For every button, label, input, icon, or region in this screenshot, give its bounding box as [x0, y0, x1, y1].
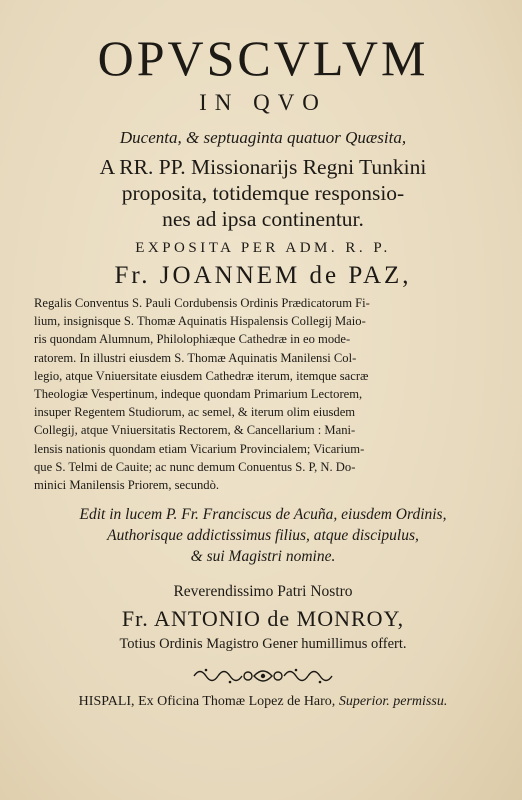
description-line: insuper Regentem Studiorum, ac semel, & iterum olim eiusdem: [34, 405, 356, 420]
author-name: Fr. JOANNEM de PAZ,: [114, 262, 412, 289]
description-line: Collegij, atque Vniuersitatis Rectorem, & Cancellarium : Mani-: [34, 423, 356, 438]
book-subtitle: IN QVO: [199, 90, 327, 115]
missionaries-block: [34, 154, 492, 232]
editor-line: Edit in lucem P. Fr. Franciscus de Acuña, eiusdem Ordinis,: [79, 506, 447, 524]
missionaries-line: A RR. PP. Missionarijs Regni Tunkini: [99, 155, 427, 179]
missionaries-line: proposita, totidemque responsio-: [121, 181, 405, 205]
description-line: Theologiæ Vespertinum, indeque quondam Primarium Lectorem,: [34, 387, 363, 402]
description-line: Regalis Conventus S. Pauli Cordubensis Ordinis Prædicatorum Fi-: [34, 296, 370, 310]
description-line: que S. Telmi de Cauite; ac nunc demum Conuentus S. P, N. Do-: [34, 459, 356, 474]
missionaries-line: nes ad ipsa continentur.: [162, 207, 364, 231]
dedicatee-name: Fr. ANTONIO de MONROY,: [121, 606, 405, 632]
dedication-salutation: Reverendissimo Patri Nostro: [173, 583, 353, 601]
description-line: minici Manilensis Priorem, secundò.: [34, 478, 220, 493]
imprint-place: HISPALI,: [78, 694, 135, 710]
description-line: legio, atque Vniuersitate eiusdem Cathedræ iterum, itemque sacræ: [34, 368, 369, 383]
ducenta-line: Ducenta, & septuaginta quatuor Quæsita,: [119, 128, 407, 147]
printers-ornament-icon: [188, 665, 338, 687]
exposita-line: EXPOSITA PER ADM. R. P.: [135, 240, 391, 256]
editor-line: & sui Magistri nomine.: [190, 548, 336, 566]
description-line: ris quondam Alumnum, Philolophiæque Cathedræ in eo mode-: [34, 332, 351, 347]
description-line: lensis nationis quondam etiam Vicarium Provincialem; Vicarium-: [34, 441, 365, 456]
dedication-line: Totius Ordinis Magistro Gener humillimus offert.: [119, 636, 407, 653]
imprint-permission: Superior. permissu.: [338, 694, 448, 710]
author-description: [34, 294, 492, 494]
editor-line: Authorisque addictissimus filius, atque discipulus,: [107, 527, 419, 545]
book-title: OPVSCVLVM: [97, 30, 429, 86]
description-line: ratorem. In illustri eiusdem S. Thomæ Aquinatis Manilensi Col-: [34, 350, 357, 365]
imprint: [34, 691, 492, 713]
imprint-printer: Ex Oficina Thomæ Lopez de Haro,: [138, 694, 336, 710]
description-line: lium, insignisque S. Thomæ Aquinatis Hispalensis Collegij Maio-: [34, 314, 366, 329]
editor-block: [34, 504, 492, 567]
